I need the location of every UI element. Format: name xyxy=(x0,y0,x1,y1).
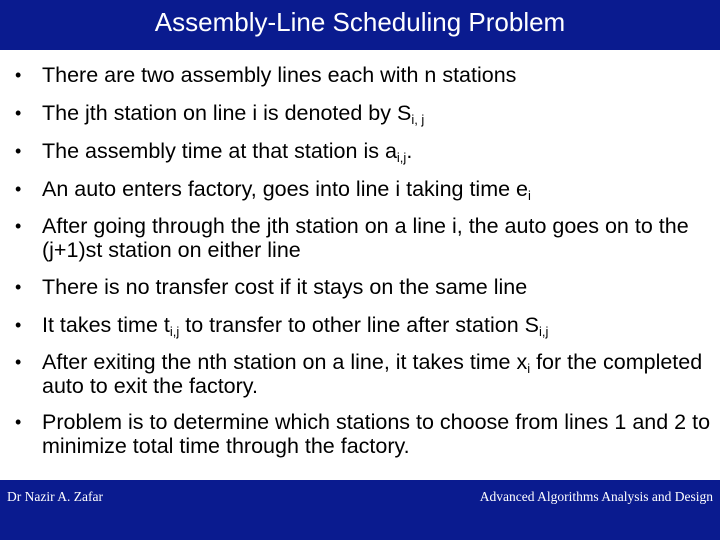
bullet-item xyxy=(0,410,720,458)
slide-title: Assembly-Line Scheduling Problem xyxy=(154,7,566,37)
bullet-dot-icon: • xyxy=(15,216,22,236)
bullet-dot-icon: • xyxy=(15,65,22,85)
text-segment: There are two assembly lines each with n stations xyxy=(42,63,517,87)
subscript-text: i xyxy=(528,188,531,203)
bullet-dot-icon: • xyxy=(15,277,22,297)
bullet-text xyxy=(42,275,527,299)
subscript-text: i,j xyxy=(538,324,549,339)
subscript-text: i,j xyxy=(396,150,407,165)
bullet-item xyxy=(0,312,720,338)
subscript-text: i,j xyxy=(169,324,180,339)
bullet-item xyxy=(0,350,720,398)
bullet-text xyxy=(42,177,531,201)
subscript-text: i, j xyxy=(411,112,425,127)
bullet-dot-icon: • xyxy=(15,412,22,432)
bullet-item xyxy=(0,100,720,126)
text-segment: The jth station on line i is denoted by S xyxy=(42,101,412,125)
text-segment: It takes time t xyxy=(42,313,170,337)
bullet-dot-icon: • xyxy=(15,315,22,335)
text-segment: Problem is to determine which stations to choose from lines 1 and 2 to minimize total time through the factory. xyxy=(42,410,711,458)
bullet-dot-icon: • xyxy=(15,103,22,123)
text-segment: After going through the jth station on a line i, the auto goes on to the (j+1)st station on either line xyxy=(42,214,689,262)
bullet-dot-icon: • xyxy=(15,352,22,372)
text-segment: The assembly time at that station is a xyxy=(42,139,397,163)
bullet-text xyxy=(42,101,424,125)
bullet-item xyxy=(0,176,720,202)
text-segment: for the completed auto to exit the factory. xyxy=(42,350,703,398)
bullet-text xyxy=(42,350,702,398)
bullet-item xyxy=(0,62,720,88)
bullet-dot-icon: • xyxy=(15,179,22,199)
bullet-item xyxy=(0,138,720,164)
bullet-item xyxy=(0,274,720,300)
bullet-text xyxy=(42,410,710,458)
subscript-text: i xyxy=(527,361,531,376)
bullet-text xyxy=(42,313,548,337)
bullet-text xyxy=(42,139,412,163)
bullet-text xyxy=(42,63,516,87)
text-segment: to transfer to other line after station S xyxy=(179,313,539,337)
bullet-item xyxy=(0,214,720,262)
footer-course-title: Advanced Algorithms Analysis and Design xyxy=(479,489,713,504)
footer-bar xyxy=(0,480,720,540)
bullet-list xyxy=(0,62,720,470)
footer-author: Dr Nazir A. Zafar xyxy=(7,489,103,504)
text-segment: An auto enters factory, goes into line i taking time e xyxy=(42,177,529,201)
text-segment: There is no transfer cost if it stays on the same line xyxy=(42,275,528,299)
title-bar xyxy=(0,0,720,50)
text-segment: After exiting the nth station on a line, it takes time x xyxy=(42,350,528,374)
bullet-text xyxy=(42,214,689,262)
text-segment: . xyxy=(406,139,413,163)
bullet-dot-icon: • xyxy=(15,141,22,161)
